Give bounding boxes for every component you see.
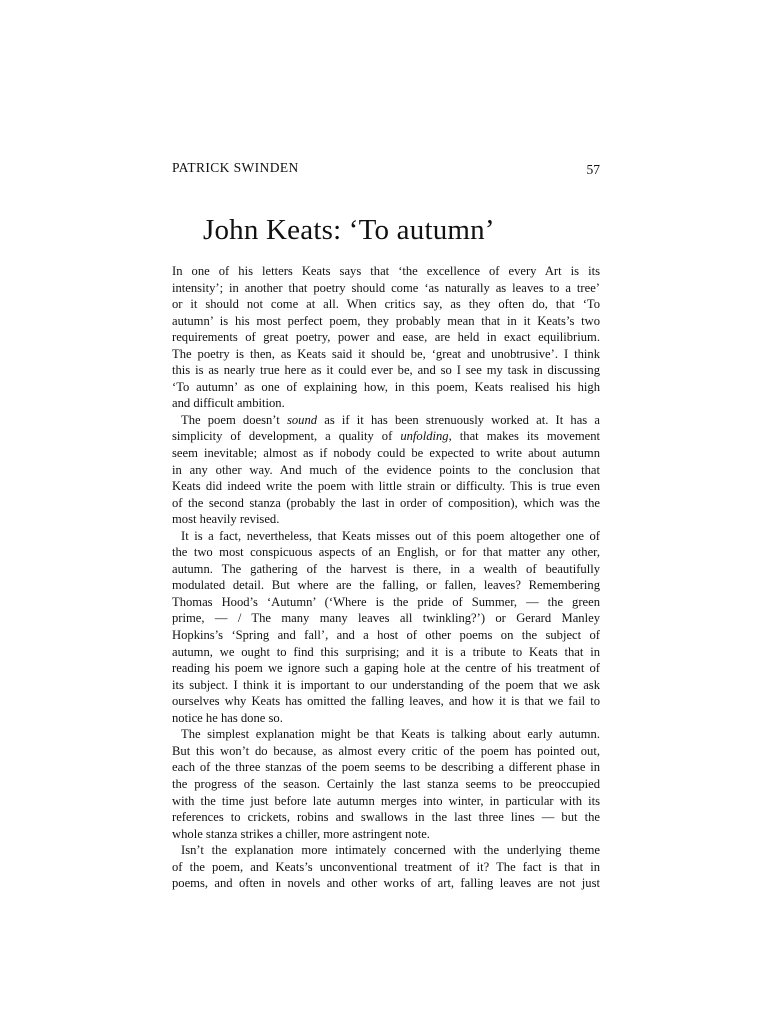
text-line: poems, and often in novels and other works of art, falling leaves are not just: [172, 876, 600, 891]
text-run: , that makes its movement: [448, 429, 601, 444]
paragraph-1: [172, 263, 600, 412]
text-line: or it should not come at all. When critics say, as they often do, that ‘To: [172, 297, 600, 312]
text-line: autumn’ is his most perfect poem, they probably mean that in it Keats’s two: [172, 313, 600, 328]
text-line: [172, 412, 600, 429]
running-head: [172, 160, 600, 180]
text-line: most heavily revised.: [172, 512, 280, 527]
paragraph-3: [172, 528, 600, 727]
text-line: this is as nearly true here as it could ever be, and so I see my task in discussing: [172, 363, 600, 378]
page-number: 57: [586, 162, 600, 177]
text-line: in any other way. And much of the evidence points to the conclusion that: [172, 462, 600, 477]
text-line: intensity’; in another that poetry should come ‘as naturally as leaves to a tree’: [172, 280, 600, 295]
text-line: the progress of the season. Certainly the last stanza seems to be preoccupied: [172, 776, 600, 791]
text-line: whole stanza strikes a chiller, more astringent note.: [172, 826, 430, 841]
text-run: simplicity of development, a quality of: [172, 429, 401, 444]
text-run: The poem doesn’t: [181, 412, 287, 427]
text-line: But this won’t do because, as almost every critic of the poem has pointed out,: [172, 743, 600, 758]
text-line: Keats did indeed write the poem with little strain or difficulty. This is true even: [172, 479, 600, 494]
text-line: of the second stanza (probably the last in order of composition), which was the: [172, 495, 600, 510]
text-line: and difficult ambition.: [172, 396, 285, 411]
article-title: John Keats: ‘To autumn’: [203, 214, 495, 246]
text-line: with the time just before late autumn merges into winter, in particular with its: [172, 793, 600, 808]
paragraph-4: [172, 726, 600, 842]
text-line: In one of his letters Keats says that ‘the excellence of every Art is its: [172, 264, 600, 278]
text-line: prime, — / The many many leaves all twinkling?’) or Gerard Manley: [172, 611, 600, 626]
text-line: the two most conspicuous aspects of an English, or for that matter any other,: [172, 545, 600, 560]
italic-emphasis: sound: [286, 412, 318, 427]
text-line: ourselves why Keats has omitted the falling leaves, and how it is that we fail to: [172, 694, 600, 709]
body-text: [172, 263, 600, 892]
text-line: Isn’t the explanation more intimately concerned with the underlying theme: [181, 843, 600, 858]
text-line: references to crickets, robins and swallows in the last three lines — but the: [172, 810, 600, 825]
text-line: each of the three stanzas of the poem seems to be describing a different phase in: [172, 760, 600, 775]
text-line: notice he has done so.: [172, 710, 283, 725]
text-line: seem inevitable; almost as if nobody could be expected to write about autumn: [172, 446, 600, 461]
paragraph-2: [172, 412, 600, 528]
text-run: as if it has been strenuously worked at. It has a: [317, 412, 600, 427]
text-line: The simplest explanation might be that Keats is talking about early autumn.: [181, 727, 600, 742]
text-line: its subject. I think it is important to our understanding of the poem that we ask: [172, 677, 600, 692]
text-line: The poetry is then, as Keats said it should be, ‘great and unobtrusive’. I think: [172, 346, 600, 361]
text-line: of the poem, and Keats’s unconventional treatment of it? The fact is that in: [172, 859, 600, 874]
text-line: Thomas Hood’s ‘Autumn’ (‘Where is the pride of Summer, — the green: [172, 594, 600, 609]
text-line: modulated detail. But where are the falling, or fallen, leaves? Remembering: [172, 578, 600, 593]
text-line: Hopkins’s ‘Spring and fall’, and a host of other poems on the subject of: [172, 628, 600, 643]
text-line: autumn. The gathering of the harvest is there, in a wealth of beautifully: [172, 561, 600, 576]
text-line: reading his poem we ignore such a gaping hole at the centre of his treatment of: [172, 661, 600, 676]
text-line: ‘To autumn’ as one of explaining how, in this poem, Keats realised his high: [172, 379, 600, 394]
text-line: It is a fact, nevertheless, that Keats misses out of this poem altogether one of: [181, 528, 600, 543]
text-line: [172, 428, 600, 445]
paragraph-5: [172, 842, 600, 892]
running-head-author: PATRICK SWINDEN: [172, 160, 299, 175]
text-line: requirements of great poetry, power and ease, are held in exact equilibrium.: [172, 330, 600, 345]
text-line: autumn, we ought to find this surprising; and it is a tribute to Keats that in: [172, 644, 600, 659]
italic-emphasis: unfolding: [400, 429, 449, 444]
